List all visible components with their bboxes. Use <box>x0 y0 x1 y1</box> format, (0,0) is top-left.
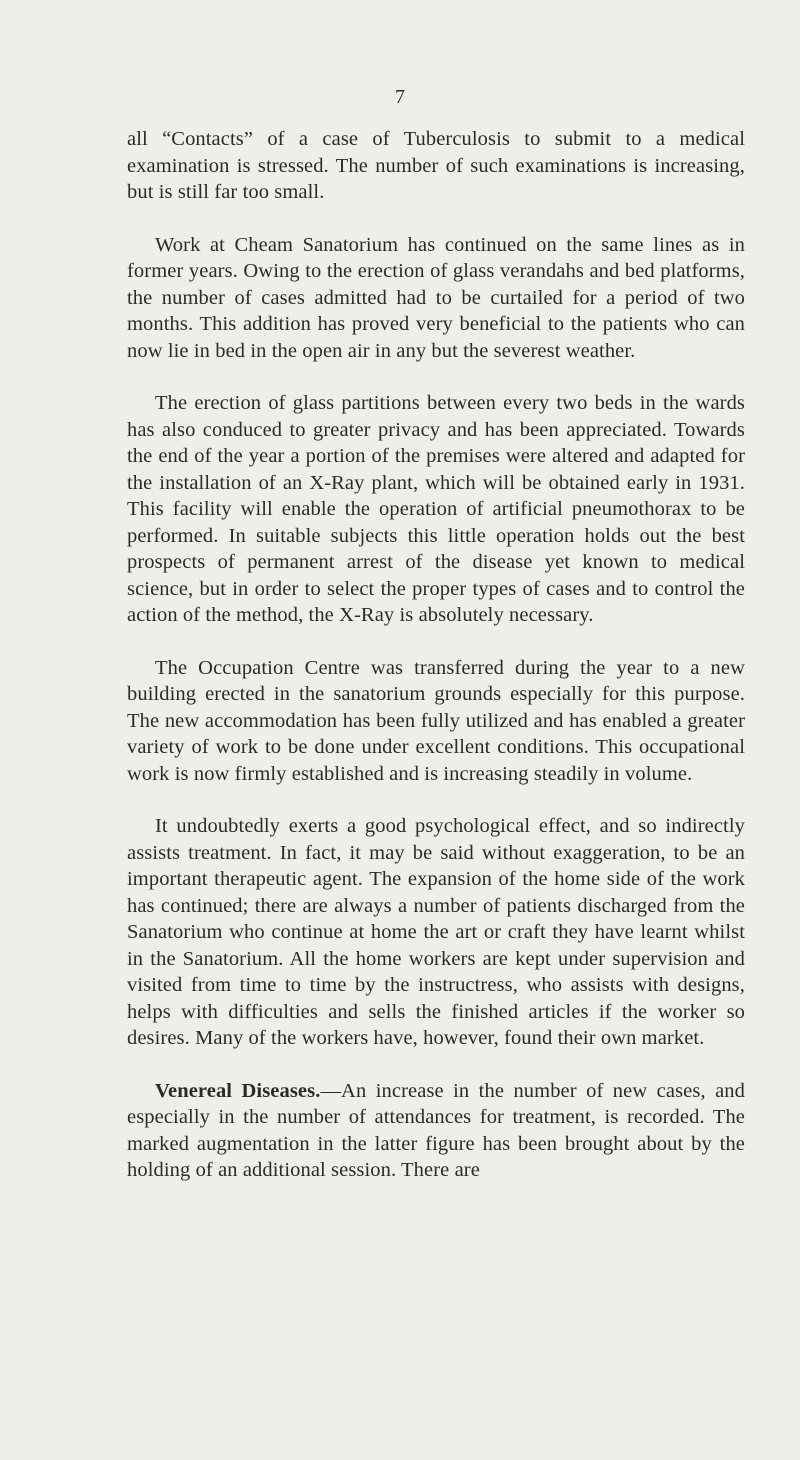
paragraph-contacts: all “Contacts” of a case of Tuberculosis to submit to a medical examination is stressed. The number of such examinations is increasing, but is still far too small. <box>127 128 745 203</box>
paragraph-cheam-sanatorium: Work at Cheam Sanatorium has continued on the same lines as in former years. Owing to the erection of glass verandahs and bed platforms, the number of cases admitted had to be curtailed for a period of two months. This addition has proved very beneficial to the patients who can now lie in bed in the open air in any but the severest weather. <box>127 233 745 362</box>
paragraph-glass-partitions: The erection of glass partitions between every two beds in the wards has also conduced to greater privacy and has been appreciated. Towards the end of the year a portion of the premises were altered and adapted for the installation of an X-Ray plant, which will be obtained early in 1931. This facility will enable the operation of artificial pneumothorax to be performed. In suitable subjects this little operation holds out the best prospects of permanent arrest of the disease yet known to medical science, but in order to select the proper types of cases and to control the action of the method, the X-Ray is absolutely necessary. <box>127 392 745 626</box>
venereal-diseases-heading: Venereal Diseases. <box>155 1079 321 1102</box>
venereal-diseases-text: —An increase in the number of new cases, and especially in the number of attendances for treatment, is recorded. The marked augmentation in the latter figure has been brought about by the holding of an additional session. There are <box>127 1079 745 1181</box>
paragraph-venereal-diseases <box>127 1078 745 1184</box>
page-number: 7 <box>395 86 405 108</box>
body-text <box>127 126 745 1184</box>
paragraph-occupation-centre: The Occupation Centre was transferred during the year to a new building erected in the sanatorium grounds especially for this purpose. The new accommodation has been fully utilized and has enabled a greater variety of work to be done under excellent conditions. This occupational work is now firmly established and is increasing steadily in volume. <box>127 656 745 785</box>
paragraph-psychological-effect: It undoubtedly exerts a good psychological effect, and so indirectly assists treatment. In fact, it may be said without exaggeration, to be an important therapeutic agent. The expansion of the home side of the work has continued; there are always a number of patients discharged from the Sanatorium who continue at home the art or craft they have learnt whilst in the Sanatorium. All the home workers are kept under supervision and visited from time to time by the instructress, who assists with designs, helps with difficulties and sells the finished articles if the worker so desires. Many of the workers have, however, found their own market. <box>127 815 745 1049</box>
